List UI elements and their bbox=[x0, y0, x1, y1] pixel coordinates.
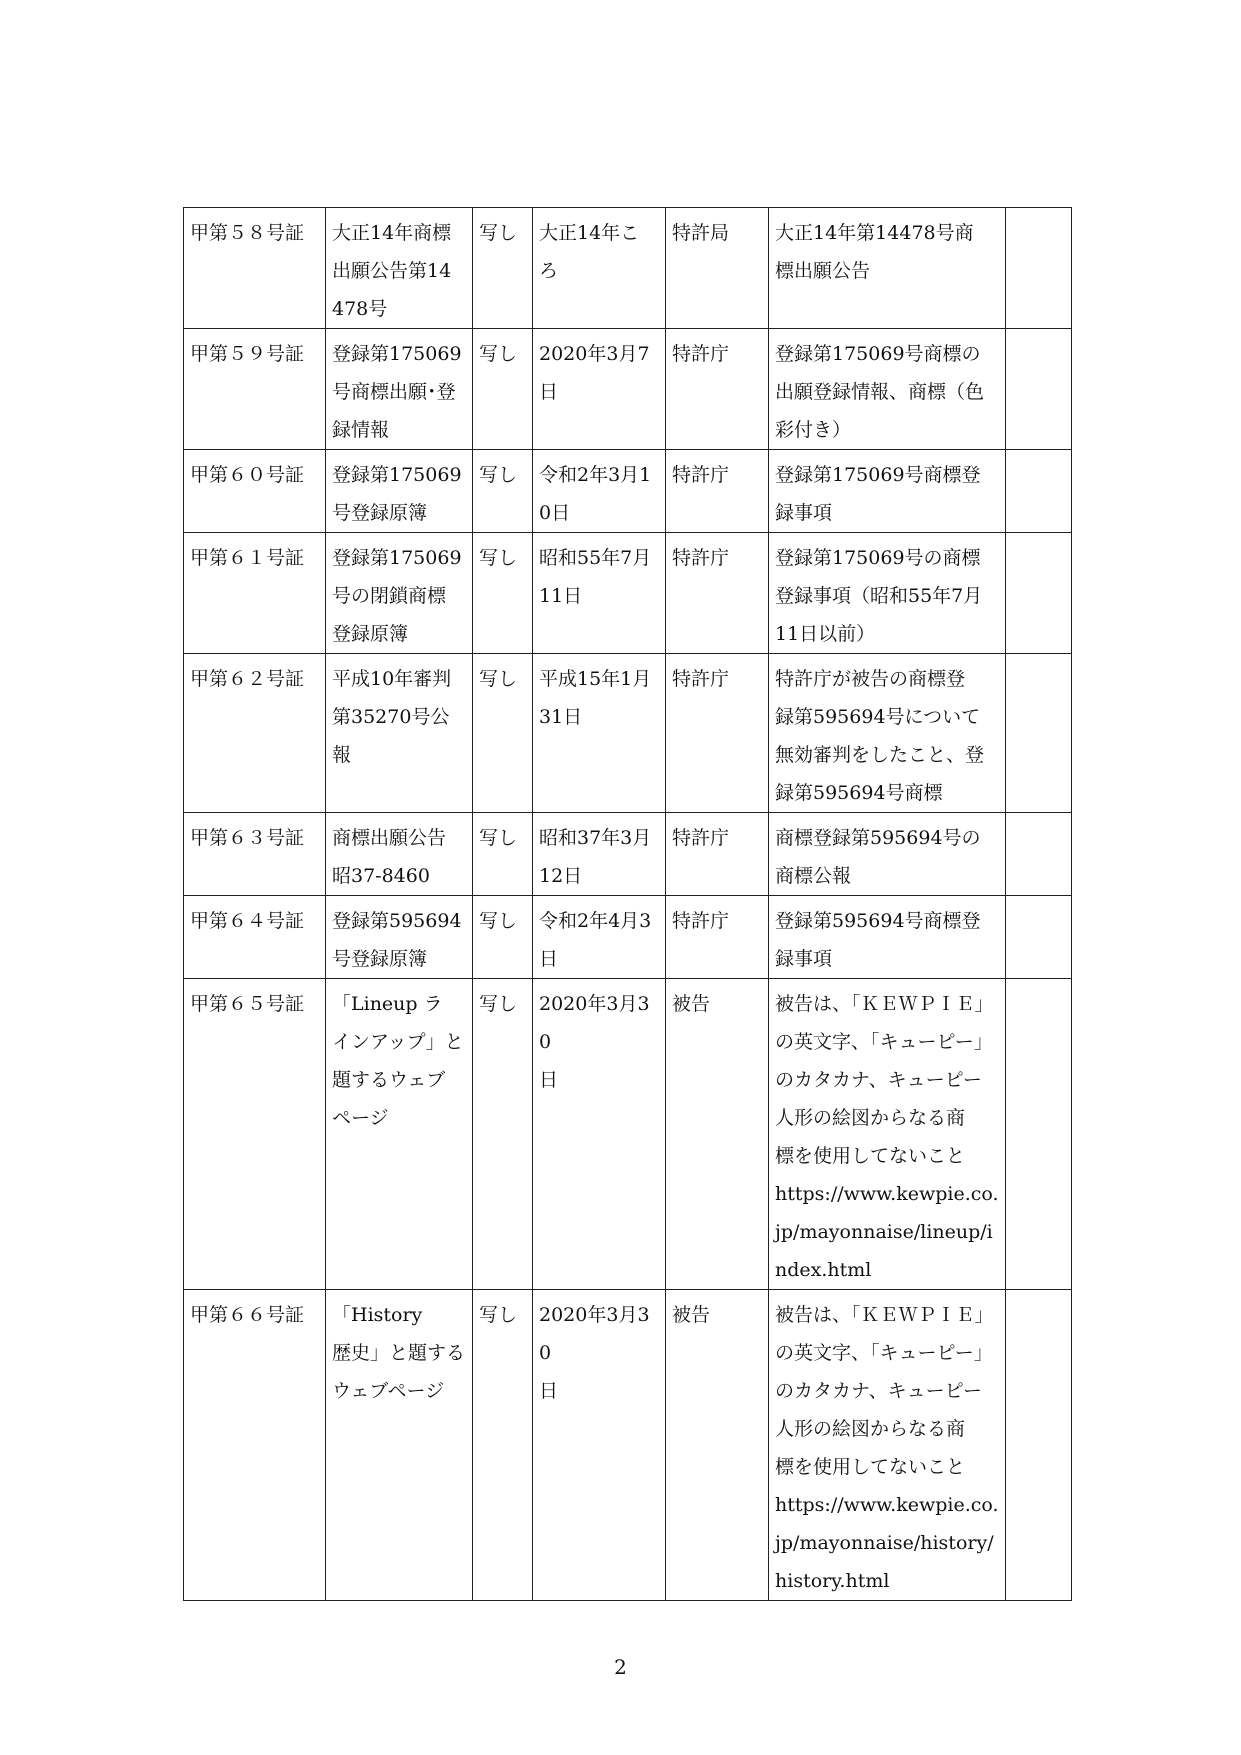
table-row bbox=[184, 450, 1072, 533]
evidence-date-cell bbox=[533, 533, 666, 654]
evidence-remarks-cell bbox=[1006, 896, 1072, 979]
evidence-remarks-cell bbox=[1006, 979, 1072, 1290]
evidence-kind: 写し bbox=[479, 222, 518, 244]
evidence-author: 被告 bbox=[672, 1304, 711, 1326]
evidence-remarks-cell bbox=[1006, 1290, 1072, 1601]
evidence-kind-cell bbox=[473, 329, 533, 450]
evidence-purpose-cell bbox=[769, 533, 1006, 654]
table-row bbox=[184, 979, 1072, 1290]
evidence-title: 平成10年審判 第35270号公 報 bbox=[332, 668, 452, 766]
evidence-date-cell bbox=[533, 813, 666, 896]
evidence-table bbox=[183, 207, 1072, 1601]
evidence-author-cell bbox=[666, 654, 769, 813]
evidence-purpose-cell bbox=[769, 896, 1006, 979]
table-row bbox=[184, 533, 1072, 654]
evidence-number-cell bbox=[184, 979, 326, 1290]
evidence-number-cell bbox=[184, 450, 326, 533]
evidence-number: 甲第６６号証 bbox=[190, 1304, 305, 1326]
evidence-number-cell bbox=[184, 329, 326, 450]
evidence-title-cell bbox=[326, 533, 473, 654]
evidence-number: 甲第５８号証 bbox=[190, 222, 305, 244]
evidence-purpose: 登録第175069号商標の 出願登録情報、商標（色 彩付き） bbox=[775, 343, 985, 441]
evidence-author-cell bbox=[666, 450, 769, 533]
evidence-kind-cell bbox=[473, 654, 533, 813]
evidence-kind-cell bbox=[473, 208, 533, 329]
evidence-title-cell bbox=[326, 1290, 473, 1601]
evidence-kind: 写し bbox=[479, 993, 518, 1015]
evidence-remarks-cell bbox=[1006, 450, 1072, 533]
evidence-purpose: 被告は、「ＫＥＷＰＩＥ」 の英文字、「キューピー」 のカタカナ、キューピー 人形の絵図からなる商 標を使用してないこと https://www.kewpie.co. jp/mayonnaise/lineup/i ndex.html bbox=[775, 993, 999, 1281]
evidence-title: 登録第175069 号登録原簿 bbox=[332, 464, 462, 524]
evidence-purpose-cell bbox=[769, 654, 1006, 813]
evidence-number-cell bbox=[184, 208, 326, 329]
evidence-date: 大正14年こ ろ bbox=[539, 222, 640, 282]
evidence-author-cell bbox=[666, 813, 769, 896]
evidence-purpose: 大正14年第14478号商 標出願公告 bbox=[775, 222, 974, 282]
evidence-number: 甲第６３号証 bbox=[190, 827, 305, 849]
evidence-kind: 写し bbox=[479, 547, 518, 569]
evidence-kind-cell bbox=[473, 979, 533, 1290]
evidence-date: 2020年3月30 日 bbox=[539, 993, 650, 1091]
evidence-date-cell bbox=[533, 208, 666, 329]
evidence-number-cell bbox=[184, 533, 326, 654]
evidence-author: 特許庁 bbox=[672, 547, 730, 569]
evidence-date-cell bbox=[533, 979, 666, 1290]
evidence-purpose-cell bbox=[769, 208, 1006, 329]
evidence-author-cell bbox=[666, 329, 769, 450]
evidence-kind-cell bbox=[473, 896, 533, 979]
evidence-kind-cell bbox=[473, 813, 533, 896]
evidence-title: 登録第175069 号の閉鎖商標 登録原簿 bbox=[332, 547, 462, 645]
evidence-kind: 写し bbox=[479, 1304, 518, 1326]
evidence-date-cell bbox=[533, 654, 666, 813]
evidence-date: 2020年3月7 日 bbox=[539, 343, 650, 403]
table-row bbox=[184, 813, 1072, 896]
evidence-purpose-cell bbox=[769, 1290, 1006, 1601]
evidence-number-cell bbox=[184, 896, 326, 979]
evidence-kind: 写し bbox=[479, 668, 518, 690]
evidence-purpose: 特許庁が被告の商標登 録第595694号について 無効審判をしたこと、登 録第595694号商標 bbox=[775, 668, 985, 804]
evidence-title-cell bbox=[326, 813, 473, 896]
evidence-purpose: 被告は、「ＫＥＷＰＩＥ」 の英文字、「キューピー」 のカタカナ、キューピー 人形の絵図からなる商 標を使用してないこと https://www.kewpie.co. jp/mayonnaise/history/ history.html bbox=[775, 1304, 999, 1592]
evidence-purpose-cell bbox=[769, 329, 1006, 450]
evidence-number-cell bbox=[184, 654, 326, 813]
table-row bbox=[184, 896, 1072, 979]
evidence-number: 甲第６４号証 bbox=[190, 910, 305, 932]
evidence-date: 2020年3月30 日 bbox=[539, 1304, 650, 1402]
evidence-date: 令和2年4月3 日 bbox=[539, 910, 652, 970]
evidence-date: 昭和37年3月 12日 bbox=[539, 827, 652, 887]
evidence-title-cell bbox=[326, 654, 473, 813]
table-row bbox=[184, 1290, 1072, 1601]
evidence-date-cell bbox=[533, 450, 666, 533]
evidence-title-cell bbox=[326, 329, 473, 450]
evidence-title-cell bbox=[326, 896, 473, 979]
evidence-author-cell bbox=[666, 979, 769, 1290]
evidence-title: 大正14年商標 出願公告第14 478号 bbox=[332, 222, 452, 320]
evidence-kind-cell bbox=[473, 1290, 533, 1601]
evidence-remarks-cell bbox=[1006, 533, 1072, 654]
evidence-purpose: 登録第175069号商標登 録事項 bbox=[775, 464, 981, 524]
evidence-number: 甲第６０号証 bbox=[190, 464, 305, 486]
evidence-title: 商標出願公告 昭37-8460 bbox=[332, 827, 447, 887]
evidence-kind: 写し bbox=[479, 827, 518, 849]
evidence-author: 特許庁 bbox=[672, 827, 730, 849]
evidence-remarks-cell bbox=[1006, 208, 1072, 329]
evidence-title-cell bbox=[326, 979, 473, 1290]
evidence-kind: 写し bbox=[479, 343, 518, 365]
evidence-kind-cell bbox=[473, 533, 533, 654]
evidence-remarks-cell bbox=[1006, 654, 1072, 813]
evidence-purpose: 商標登録第595694号の 商標公報 bbox=[775, 827, 981, 887]
evidence-date: 令和2年3月1 0日 bbox=[539, 464, 652, 524]
evidence-purpose: 登録第595694号商標登 録事項 bbox=[775, 910, 981, 970]
evidence-number: 甲第６１号証 bbox=[190, 547, 305, 569]
table-row bbox=[184, 208, 1072, 329]
evidence-number-cell bbox=[184, 813, 326, 896]
table-row bbox=[184, 329, 1072, 450]
evidence-purpose-cell bbox=[769, 813, 1006, 896]
evidence-author: 特許庁 bbox=[672, 464, 730, 486]
evidence-purpose-cell bbox=[769, 450, 1006, 533]
evidence-title: 登録第595694 号登録原簿 bbox=[332, 910, 462, 970]
evidence-author-cell bbox=[666, 896, 769, 979]
evidence-date: 平成15年1月 31日 bbox=[539, 668, 652, 728]
evidence-number-cell bbox=[184, 1290, 326, 1601]
evidence-date-cell bbox=[533, 329, 666, 450]
evidence-author-cell bbox=[666, 1290, 769, 1601]
table-row bbox=[184, 654, 1072, 813]
evidence-table-body bbox=[184, 208, 1072, 1601]
evidence-title: 登録第175069 号商標出願･登 録情報 bbox=[332, 343, 462, 441]
evidence-remarks-cell bbox=[1006, 329, 1072, 450]
evidence-kind-cell bbox=[473, 450, 533, 533]
evidence-author: 特許庁 bbox=[672, 910, 730, 932]
evidence-author: 特許庁 bbox=[672, 343, 730, 365]
evidence-title-cell bbox=[326, 208, 473, 329]
evidence-purpose: 登録第175069号の商標 登録事項（昭和55年7月 11日以前） bbox=[775, 547, 983, 645]
evidence-author-cell bbox=[666, 533, 769, 654]
evidence-title: 「Lineup ラ インアップ」と 題するウェブ ページ bbox=[332, 993, 464, 1129]
evidence-remarks-cell bbox=[1006, 813, 1072, 896]
evidence-kind: 写し bbox=[479, 910, 518, 932]
evidence-date: 昭和55年7月 11日 bbox=[539, 547, 652, 607]
evidence-number: 甲第５９号証 bbox=[190, 343, 305, 365]
evidence-date-cell bbox=[533, 896, 666, 979]
evidence-author: 特許局 bbox=[672, 222, 730, 244]
page-number: 2 bbox=[614, 1655, 627, 1679]
evidence-title-cell bbox=[326, 450, 473, 533]
evidence-date-cell bbox=[533, 1290, 666, 1601]
evidence-author: 被告 bbox=[672, 993, 711, 1015]
evidence-author-cell bbox=[666, 208, 769, 329]
evidence-kind: 写し bbox=[479, 464, 518, 486]
evidence-title: 「History 歴史」と題する ウェブページ bbox=[332, 1304, 466, 1402]
evidence-author: 特許庁 bbox=[672, 668, 730, 690]
evidence-number: 甲第６５号証 bbox=[190, 993, 305, 1015]
evidence-purpose-cell bbox=[769, 979, 1006, 1290]
evidence-number: 甲第６２号証 bbox=[190, 668, 305, 690]
